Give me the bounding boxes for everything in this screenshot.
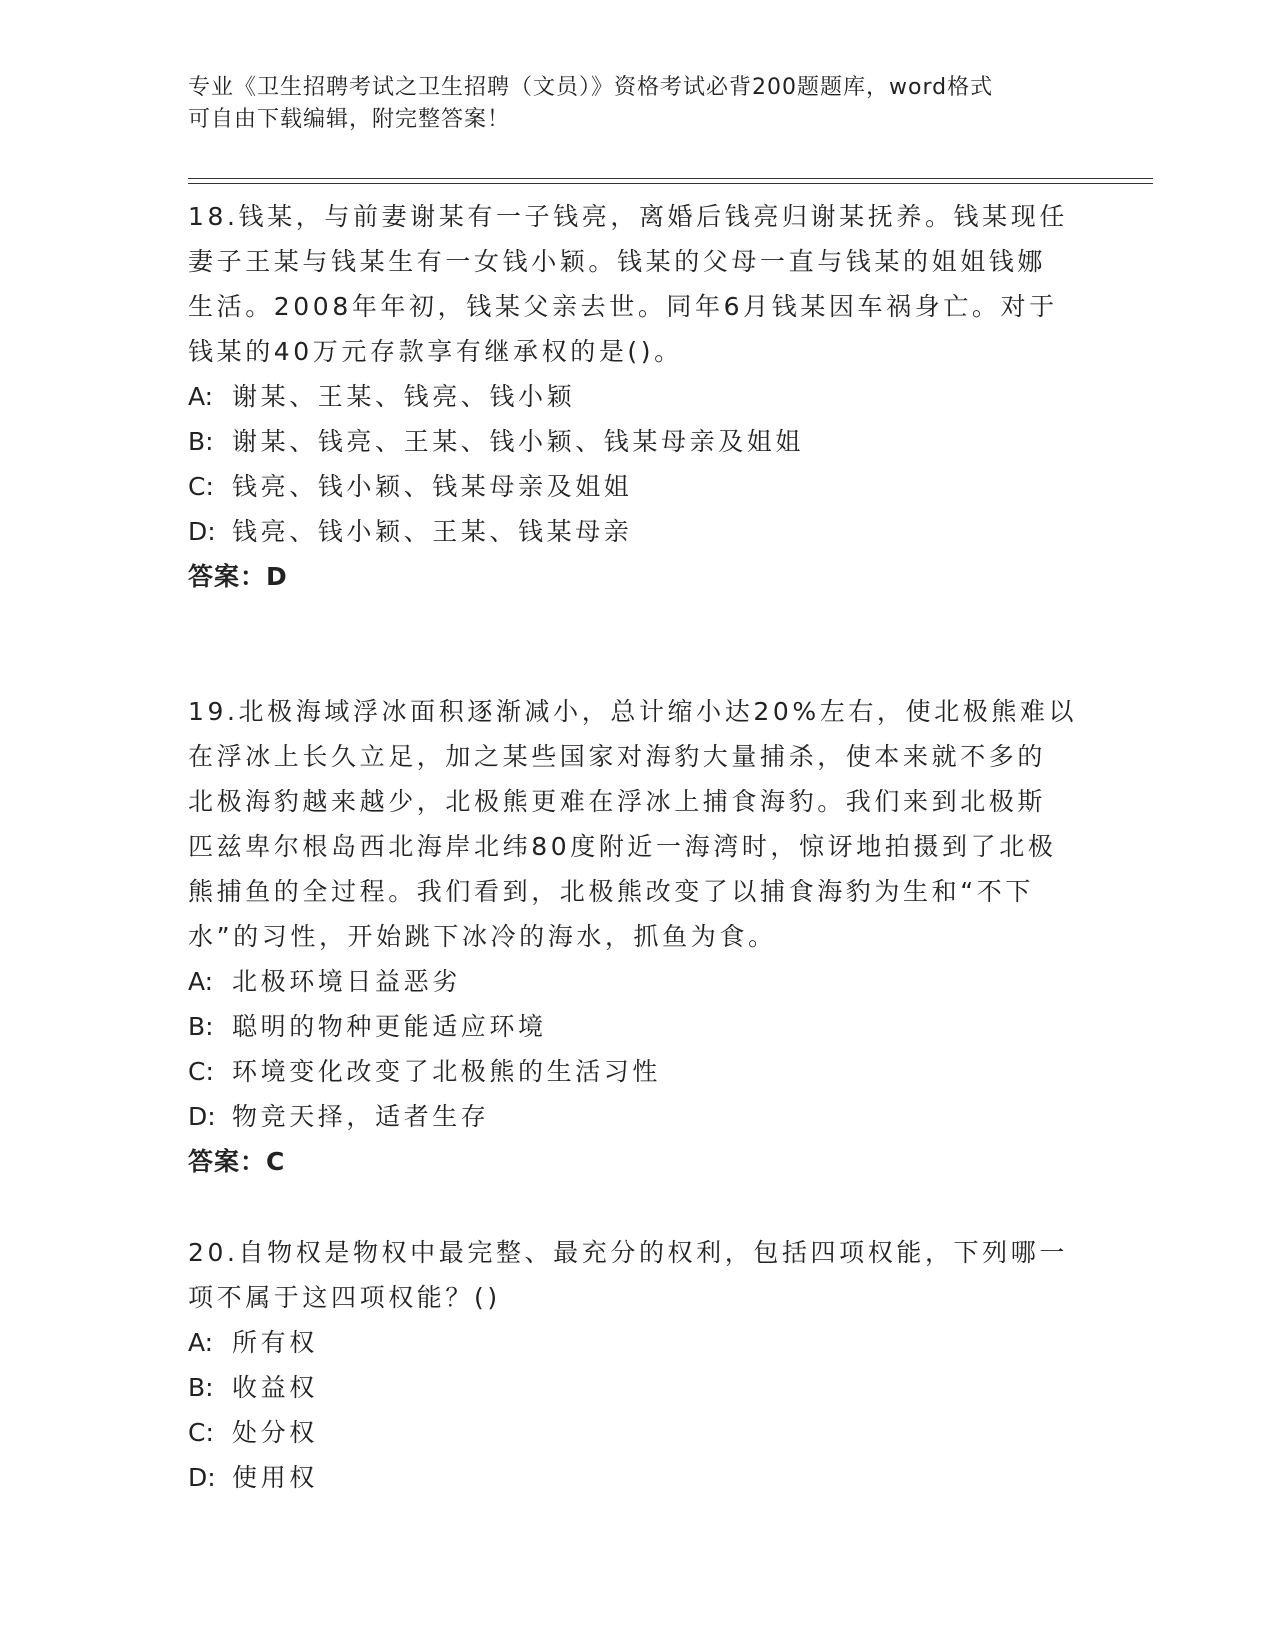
question-19 — [188, 689, 1078, 1184]
option-text: 钱亮、钱小颖、王某、钱某母亲 — [232, 517, 633, 546]
option-key: B: — [188, 1373, 214, 1402]
option-c — [188, 1410, 1068, 1455]
question-text-line: 北极海豹越来越少，北极熊更难在浮冰上捕食海豹。我们来到北极斯 — [188, 787, 1047, 816]
question-20 — [188, 1230, 1068, 1500]
option-b — [188, 1004, 1068, 1049]
option-c — [188, 1049, 1068, 1094]
option-b — [188, 419, 1068, 464]
option-text: 收益权 — [232, 1373, 318, 1402]
option-text: 使用权 — [232, 1463, 318, 1492]
question-text-line: 项不属于这四项权能？() — [188, 1283, 501, 1312]
question-text-line: 在浮冰上长久立足，加之某些国家对海豹大量捕杀，使本来就不多的 — [188, 742, 1047, 771]
document-header — [188, 72, 1068, 136]
option-key: C: — [188, 472, 214, 501]
question-text-line: 熊捕鱼的全过程。我们看到，北极熊改变了以捕食海豹为生和“不下 — [188, 877, 1034, 906]
question-list — [188, 194, 1078, 1500]
question-text-line: 水”的习性，开始跳下冰冷的海水，抓鱼为食。 — [188, 922, 777, 951]
header-title-line-2: 可自由下载编辑，附完整答案！ — [188, 107, 511, 132]
question-text-line: 18.钱某，与前妻谢某有一子钱亮，离婚后钱亮归谢某抚养。钱某现任 — [188, 202, 1068, 231]
option-text: 聪明的物种更能适应环境 — [232, 1012, 547, 1041]
option-key: B: — [188, 427, 214, 456]
option-a — [188, 374, 1068, 419]
header-title-line-1: 专业《卫生招聘考试之卫生招聘（文员）》资格考试必背200题题库，word格式 — [188, 75, 994, 100]
option-d — [188, 509, 1068, 554]
option-text: 物竞天择，适者生存 — [232, 1102, 490, 1131]
option-text: 钱亮、钱小颖、钱某母亲及姐姐 — [232, 472, 633, 501]
option-d — [188, 1455, 1068, 1500]
option-key: A: — [188, 967, 214, 996]
option-key: C: — [188, 1418, 214, 1447]
option-text: 北极环境日益恶劣 — [232, 967, 461, 996]
question-text-line: 19.北极海域浮冰面积逐渐减小，总计缩小达20%左右，使北极熊难以 — [188, 697, 1078, 726]
option-key: A: — [188, 382, 214, 411]
question-text-line: 20.自物权是物权中最完整、最充分的权利，包括四项权能，下列哪一 — [188, 1238, 1068, 1267]
header-divider — [188, 178, 1153, 184]
option-text: 谢某、钱亮、王某、钱小颖、钱某母亲及姐姐 — [232, 427, 805, 456]
option-text: 处分权 — [232, 1418, 318, 1447]
question-18 — [188, 194, 1068, 599]
option-key: D: — [188, 1102, 216, 1131]
option-c — [188, 464, 1068, 509]
option-text: 环境变化改变了北极熊的生活习性 — [232, 1057, 662, 1086]
option-a — [188, 959, 1068, 1004]
spacer — [188, 599, 1068, 689]
answer-label: 答案：C — [188, 1147, 286, 1176]
option-d — [188, 1094, 1068, 1139]
option-key: C: — [188, 1057, 214, 1086]
answer-label: 答案：D — [188, 562, 288, 591]
question-text-line: 匹兹卑尔根岛西北海岸北纬80度附近一海湾时，惊讶地拍摄到了北极 — [188, 832, 1057, 861]
option-key: A: — [188, 1328, 214, 1357]
option-key: B: — [188, 1012, 214, 1041]
question-text-line: 生活。2008年年初，钱某父亲去世。同年6月钱某因车祸身亡。对于 — [188, 292, 1058, 321]
option-a — [188, 1320, 1068, 1365]
question-text-line: 妻子王某与钱某生有一女钱小颖。钱某的父母一直与钱某的姐姐钱娜 — [188, 247, 1047, 276]
spacer — [188, 1184, 1068, 1230]
option-key: D: — [188, 1463, 216, 1492]
option-text: 所有权 — [232, 1328, 318, 1357]
option-text: 谢某、王某、钱亮、钱小颖 — [232, 382, 576, 411]
question-text-line: 钱某的40万元存款享有继承权的是()。 — [188, 337, 683, 366]
option-b — [188, 1365, 1068, 1410]
option-key: D: — [188, 517, 216, 546]
